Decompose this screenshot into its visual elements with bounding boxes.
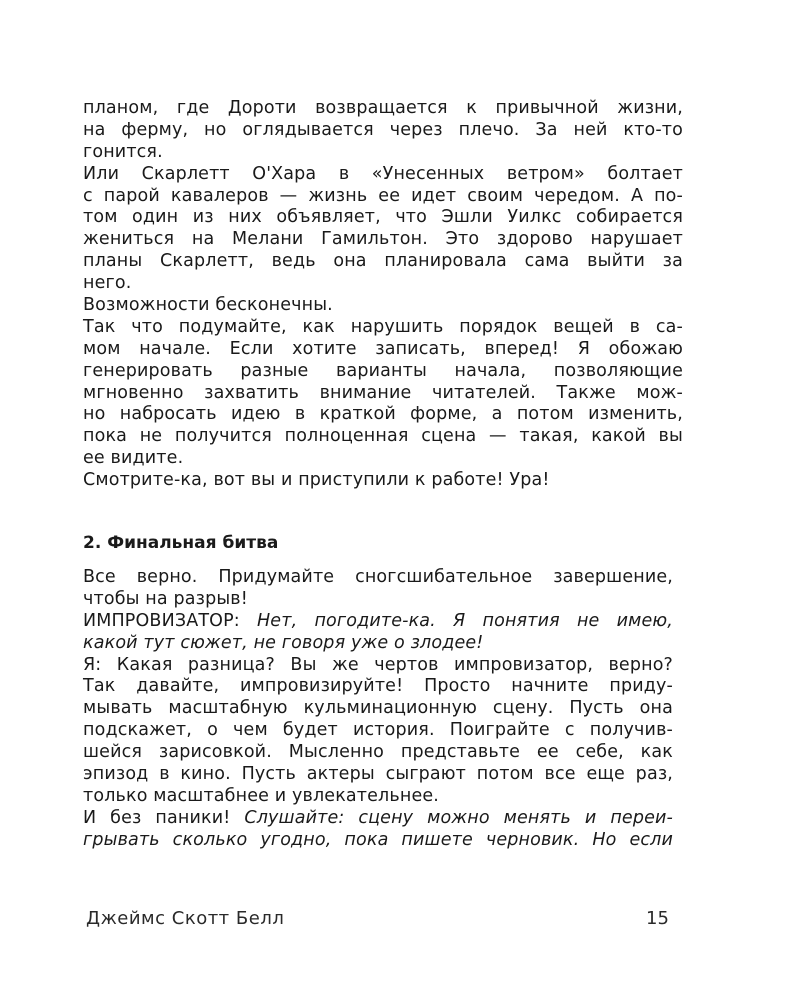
paragraph-line: Так что подумайте, как нарушить порядок вещей в са- xyxy=(83,316,683,337)
paragraph-line: на ферму, но оглядывается через плечо. За ней кто-то xyxy=(83,119,683,140)
paragraph-line: мгновенно захватить внимание читателей. Также мож- xyxy=(83,382,683,403)
paragraph-line: планы Скарлетт, ведь она планировала сама выйти за xyxy=(83,251,683,272)
paragraph-line: Так давайте, импровизируйте! Просто начните приду- xyxy=(83,676,673,697)
paragraph-line xyxy=(83,808,673,830)
section-heading: 2. Финальная битва xyxy=(83,533,279,553)
page-number: 15 xyxy=(646,908,669,929)
paragraph-line: Или Скарлетт О'Хара в «Унесенных ветром» болтает xyxy=(83,163,683,184)
paragraph-line: ее видите. xyxy=(83,448,184,469)
text-block-1 xyxy=(83,98,683,492)
italic-dialogue-line: какой тут сюжет, не говоря уже о злодее! xyxy=(83,632,484,653)
paragraph-line: Все верно. Придумайте сногсшибательное завершение, xyxy=(83,567,673,587)
exclamation-text: И без паники! xyxy=(83,807,231,828)
speaker-label: ИМПРОВИЗАТОР: xyxy=(83,610,240,631)
paragraph-line: том один из них объявляет, что Эшли Уилкс собирается xyxy=(83,207,683,228)
paragraph-line: с парой кавалеров — жизнь ее идет своим чередом. А по- xyxy=(83,185,683,206)
italic-dialogue: Нет, погодите-ка. Я понятия не имею, xyxy=(257,610,673,631)
paragraph-line: Смотрите-ка, вот вы и приступили к работе! Ура! xyxy=(83,470,550,491)
text-block-2 xyxy=(83,567,673,852)
paragraph-line: шейся зарисовкой. Мысленно представьте ее себе, как xyxy=(83,742,673,763)
paragraph-line: эпизод в кино. Пусть актеры сыграют потом все еще раз, xyxy=(83,764,673,785)
paragraph-line: пока не получится полноценная сцена — такая, какой вы xyxy=(83,426,683,447)
paragraph-line xyxy=(83,611,673,633)
paragraph-line: гонится. xyxy=(83,141,163,162)
footer-author: Джеймс Скотт Белл xyxy=(86,908,285,929)
paragraph-line: него. xyxy=(83,273,132,294)
paragraph-line: Возможности бесконечны. xyxy=(83,295,333,316)
paragraph-line: планом, где Дороти возвращается к привычной жизни, xyxy=(83,98,683,118)
paragraph-line: чтобы на разрыв! xyxy=(83,588,248,609)
paragraph-line: мом начале. Если хотите записать, вперед! Я обожаю xyxy=(83,338,683,359)
paragraph-line: подскажет, о чем будет история. Поиграйте с получив- xyxy=(83,720,673,741)
paragraph-line: но набросать идею в краткой форме, а потом изменить, xyxy=(83,404,683,425)
italic-text-line: грывать сколько угодно, пока пишете черновик. Но если xyxy=(83,829,673,850)
paragraph-line: мывать масштабную кульминационную сцену. Пусть она xyxy=(83,698,673,719)
italic-text: Слушайте: сцену можно менять и переи- xyxy=(244,807,674,828)
paragraph-line: жениться на Мелани Гамильтон. Это здорово нарушает xyxy=(83,229,683,250)
paragraph-line: Я: Какая разница? Вы же чертов импровизатор, верно? xyxy=(83,654,673,675)
paragraph-line: генерировать разные варианты начала, позволяющие xyxy=(83,360,683,381)
paragraph-line: только масштабнее и увлекательнее. xyxy=(83,785,439,806)
